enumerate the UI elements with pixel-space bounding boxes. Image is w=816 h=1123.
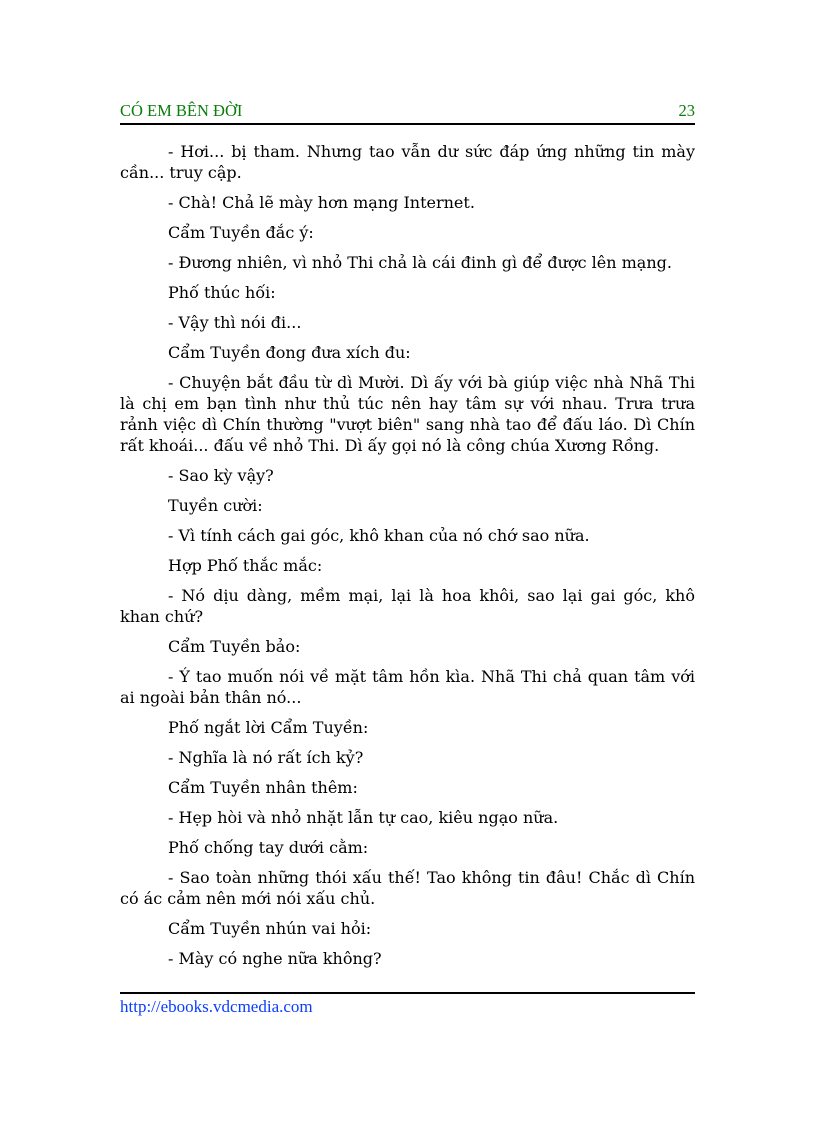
paragraph: - Vậy thì nói đi... — [168, 313, 302, 332]
paragraph: - Nghĩa là nó rất ích kỷ? — [168, 748, 364, 767]
paragraph: Tuyền cười: — [168, 496, 263, 515]
page-body — [120, 141, 695, 978]
paragraph: - Ý tao muốn nói về mặt tâm hồn kìa. Nhã Thi chả quan tâm với ai ngoài bản thân nó... — [120, 667, 695, 707]
page-number: 23 — [678, 101, 695, 120]
paragraph: Cẩm Tuyền nhân thêm: — [168, 778, 358, 797]
paragraph: Cẩm Tuyền đong đưa xích đu: — [168, 343, 411, 362]
paragraph: - Hơi... bị tham. Nhưng tao vẫn dư sức đáp ứng những tin mày cần... truy cập. — [120, 142, 695, 182]
paragraph: - Nó dịu dàng, mềm mại, lại là hoa khôi, sao lại gai góc, khô khan chứ? — [120, 586, 695, 626]
paragraph: - Sao toàn những thói xấu thế! Tao không tin đâu! Chắc dì Chín có ác cảm nên mới nói xấu chủ. — [120, 868, 695, 908]
paragraph: Phố thúc hối: — [168, 283, 276, 302]
paragraph: Cẩm Tuyền nhún vai hỏi: — [168, 919, 372, 938]
paragraph: - Vì tính cách gai góc, khô khan của nó chớ sao nữa. — [168, 526, 590, 545]
paragraph: - Mày có nghe nữa không? — [168, 949, 382, 968]
book-title: CÓ EM BÊN ĐỜI — [120, 101, 243, 120]
paragraph: - Đương nhiên, vì nhỏ Thi chả là cái đinh gì để được lên mạng. — [168, 253, 672, 272]
page-header — [120, 101, 695, 125]
page-footer — [120, 992, 695, 1017]
paragraph: Phố chống tay dưới cằm: — [168, 838, 369, 857]
paragraph: - Sao kỳ vậy? — [168, 466, 274, 485]
paragraph: Phố ngắt lời Cẩm Tuyền: — [168, 718, 369, 737]
paragraph: Cẩm Tuyền đắc ý: — [168, 223, 314, 242]
paragraph: - Chà! Chả lẽ mày hơn mạng Internet. — [168, 193, 475, 212]
footer-link[interactable]: http://ebooks.vdcmedia.com — [120, 997, 313, 1016]
paragraph: Hợp Phố thắc mắc: — [168, 556, 323, 575]
paragraph: - Hẹp hòi và nhỏ nhặt lẫn tự cao, kiêu ngạo nữa. — [168, 808, 559, 827]
paragraph: Cẩm Tuyền bảo: — [168, 637, 301, 656]
paragraph: - Chuyện bắt đầu từ dì Mười. Dì ấy với bà giúp việc nhà Nhã Thi là chị em bạn tình như thủ túc nên hay tâm sự với nhau. Trưa trưa rảnh việc dì Chín thường "vượt biên" sang nhà tao để đấu láo. Dì Chín rất khoái... đấu về nhỏ Thi. Dì ấy gọi nó là công chúa Xương Rồng. — [120, 373, 695, 455]
